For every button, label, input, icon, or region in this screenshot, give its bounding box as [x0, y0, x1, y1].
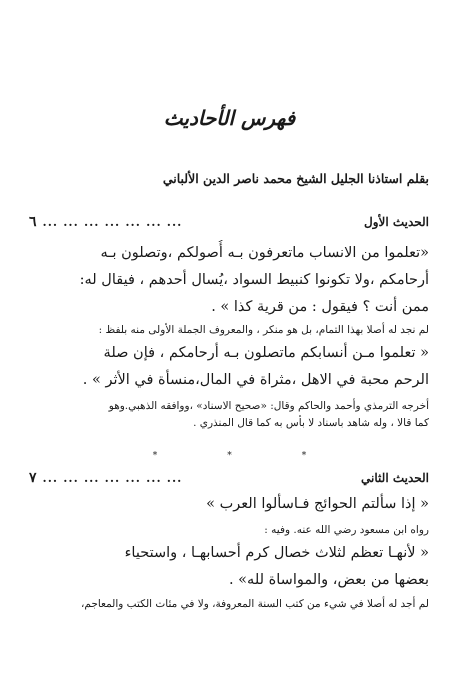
note-line: أخرجه الترمذي وأحمد والحاكم وقال: «صحيح الاسناد» ،ووافقه الذهبي.وهو	[108, 400, 429, 412]
text-line: « إذا سألتم الحوائج فـاسألوا العرب »	[206, 496, 429, 512]
hadith-1-text	[29, 240, 429, 321]
hadith-1-heading: الحديث الأول	[363, 215, 429, 229]
note-line: لم نجد له أصلا بهذا التمام، بل هو منكر ، والمعروف الجملة الأولى منه بلفظ :	[98, 324, 429, 336]
hadith-2-text-2	[29, 540, 429, 594]
hadith-1-source-note	[29, 398, 429, 432]
leader-dots: ... ... ... ... ... ... ...	[42, 215, 183, 229]
hadith-1-entry	[29, 214, 429, 230]
text-line: الرحم محبة في الاهل ،مثراة في المال،منسأة في الأثر » .	[82, 372, 429, 388]
hadith-1-note	[29, 322, 429, 339]
note-line: لم أجد له أصلا في شيء من كتب السنة المعروفة، ولا في مئات الكتب والمعاجم،	[80, 598, 429, 610]
note-line: كما قالا ، وله شاهد باسناد لا بأس به كما قال المنذري .	[193, 417, 429, 429]
author-byline: بقلم استاذنا الجليل الشيخ محمد ناصر الدين الألباني	[162, 171, 429, 186]
note-line: رواه ابن مسعود رضي الله عنه. وفيه :	[264, 524, 429, 536]
hadith-2-page-number: ٧	[29, 470, 37, 486]
hadith-1-page-number: ٦	[29, 214, 37, 230]
separator-mark: *	[227, 451, 232, 461]
section-separator	[0, 451, 459, 461]
separator-mark: *	[301, 451, 307, 461]
hadith-1-text-2	[29, 340, 429, 394]
leader-dots: ... ... ... ... ... ... ...	[42, 471, 183, 485]
hadith-2-entry	[29, 470, 429, 486]
hadith-2-source-note	[29, 596, 429, 613]
text-line: ممن أنت ؟ فيقول : من قرية كذا » .	[211, 299, 429, 315]
text-line: أرحامكم ،ولا تكونوا كنبيط السواد ،يُسال أحدهم ، فيقال له:	[79, 272, 429, 288]
separator-mark: *	[152, 451, 158, 461]
page-title: فهرس الأحاديث	[163, 106, 296, 130]
text-line: « لأنهـا تعظم لثلاث خصال كرم أحسابهـا ، واستحياء	[124, 545, 429, 561]
text-line: «تعلموا من الانساب ماتعرفون بـه أُصولكم ،وتصلون بـه	[100, 245, 429, 261]
text-line: بعضها من بعض، والمواساة لله» .	[228, 572, 429, 588]
text-line: « تعلموا مـن أنسابكم ماتصلون بـه أرحامكم ، فإن صلة	[103, 345, 429, 361]
hadith-2-text	[29, 491, 429, 518]
hadith-2-note	[29, 522, 429, 539]
hadith-2-heading: الحديث الثاني	[361, 471, 429, 485]
